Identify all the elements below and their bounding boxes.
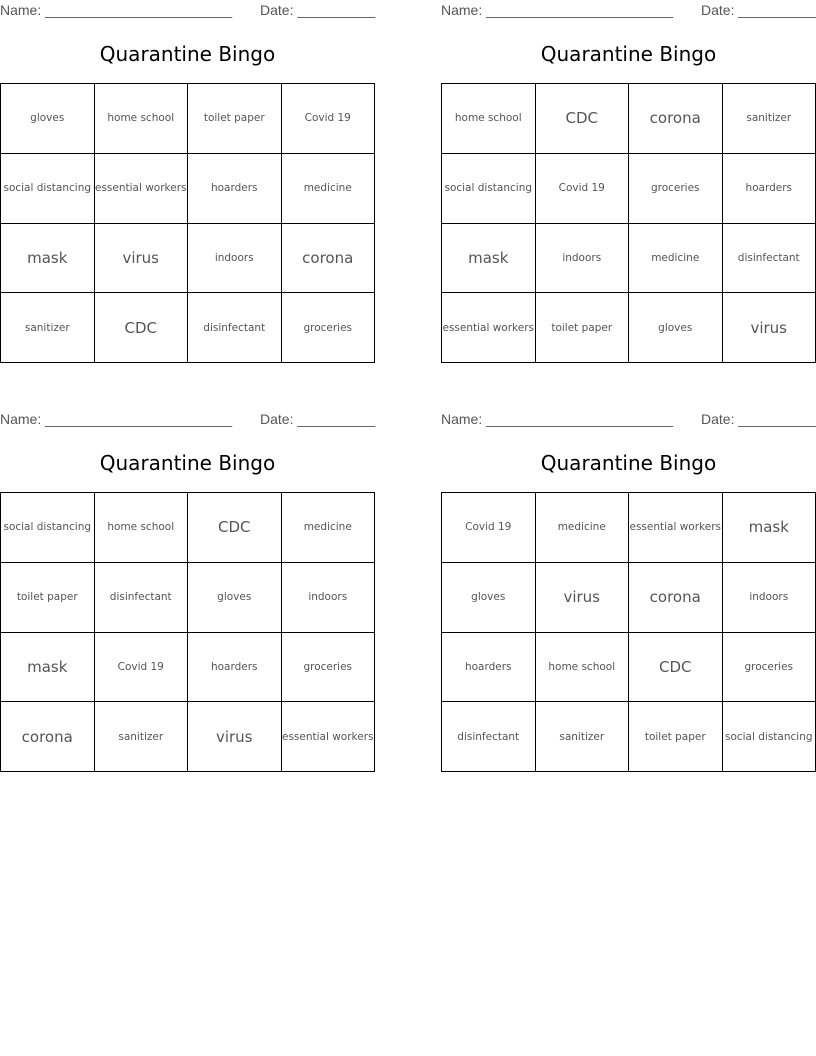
bingo-cell: gloves <box>1 84 95 154</box>
bingo-cell: groceries <box>629 154 723 224</box>
bingo-cell: corona <box>282 224 376 294</box>
bingo-cell: disinfectant <box>188 293 282 363</box>
card-title: Quarantine Bingo <box>540 42 717 66</box>
bingo-cell: medicine <box>629 224 723 294</box>
bingo-cell: medicine <box>282 154 376 224</box>
bingo-cell: CDC <box>629 633 723 703</box>
bingo-cell: toilet paper <box>188 84 282 154</box>
card-header <box>441 2 816 20</box>
bingo-cell: toilet paper <box>536 293 630 363</box>
bingo-cell: indoors <box>723 563 816 633</box>
bingo-cell: home school <box>95 493 189 563</box>
bingo-cell: sanitizer <box>1 293 95 363</box>
name-field-label: Name: ________________________ <box>0 411 232 427</box>
bingo-cell: sanitizer <box>723 84 816 154</box>
bingo-grid <box>0 83 375 363</box>
bingo-cell: mask <box>723 493 816 563</box>
bingo-grid <box>441 492 816 772</box>
bingo-cell: social distancing <box>1 154 95 224</box>
bingo-cell: disinfectant <box>95 563 189 633</box>
bingo-cell: medicine <box>282 493 376 563</box>
bingo-grid <box>441 83 816 363</box>
bingo-cell: indoors <box>282 563 376 633</box>
bingo-cell: Covid 19 <box>442 493 536 563</box>
bingo-cell: virus <box>188 702 282 772</box>
bingo-cell: hoarders <box>188 633 282 703</box>
bingo-cell: hoarders <box>723 154 816 224</box>
bingo-cell: mask <box>442 224 536 294</box>
card-title: Quarantine Bingo <box>540 451 717 475</box>
bingo-cell: disinfectant <box>442 702 536 772</box>
name-field-label: Name: ________________________ <box>441 2 673 18</box>
name-field-label: Name: ________________________ <box>441 411 673 427</box>
bingo-cell: CDC <box>536 84 630 154</box>
bingo-cell: social distancing <box>1 493 95 563</box>
card-title: Quarantine Bingo <box>99 42 276 66</box>
bingo-cell: mask <box>1 633 95 703</box>
bingo-cell: home school <box>442 84 536 154</box>
bingo-cell: corona <box>1 702 95 772</box>
bingo-cell: social distancing <box>723 702 816 772</box>
card-title: Quarantine Bingo <box>99 451 276 475</box>
bingo-cell: groceries <box>723 633 816 703</box>
date-field-label: Date: __________ <box>260 2 376 18</box>
bingo-cell: sanitizer <box>95 702 189 772</box>
bingo-cell: Covid 19 <box>536 154 630 224</box>
bingo-cell: gloves <box>442 563 536 633</box>
bingo-cell: indoors <box>536 224 630 294</box>
bingo-cell: essential workers <box>282 702 376 772</box>
bingo-cell: Covid 19 <box>95 633 189 703</box>
date-field-label: Date: __________ <box>260 411 376 427</box>
bingo-cell: disinfectant <box>723 224 816 294</box>
bingo-cell: gloves <box>188 563 282 633</box>
bingo-cell: toilet paper <box>1 563 95 633</box>
name-field-label: Name: ________________________ <box>0 2 232 18</box>
bingo-cell: mask <box>1 224 95 294</box>
card-header <box>0 411 375 429</box>
bingo-cell: hoarders <box>442 633 536 703</box>
bingo-cell: corona <box>629 563 723 633</box>
bingo-cell: essential workers <box>95 154 189 224</box>
card-header <box>441 411 816 429</box>
bingo-cell: virus <box>95 224 189 294</box>
bingo-cell: CDC <box>95 293 189 363</box>
bingo-cell: gloves <box>629 293 723 363</box>
bingo-cell: medicine <box>536 493 630 563</box>
bingo-cell: sanitizer <box>536 702 630 772</box>
bingo-cell: virus <box>723 293 816 363</box>
bingo-cell: indoors <box>188 224 282 294</box>
bingo-cell: essential workers <box>629 493 723 563</box>
bingo-cell: groceries <box>282 633 376 703</box>
bingo-cell: Covid 19 <box>282 84 376 154</box>
bingo-cell: groceries <box>282 293 376 363</box>
bingo-cell: social distancing <box>442 154 536 224</box>
bingo-cell: toilet paper <box>629 702 723 772</box>
bingo-cell: corona <box>629 84 723 154</box>
bingo-cell: home school <box>536 633 630 703</box>
bingo-cell: virus <box>536 563 630 633</box>
date-field-label: Date: __________ <box>701 411 816 427</box>
card-header <box>0 2 375 20</box>
bingo-grid <box>0 492 375 772</box>
bingo-cell: hoarders <box>188 154 282 224</box>
bingo-cell: CDC <box>188 493 282 563</box>
bingo-cell: essential workers <box>442 293 536 363</box>
date-field-label: Date: __________ <box>701 2 816 18</box>
bingo-cell: home school <box>95 84 189 154</box>
